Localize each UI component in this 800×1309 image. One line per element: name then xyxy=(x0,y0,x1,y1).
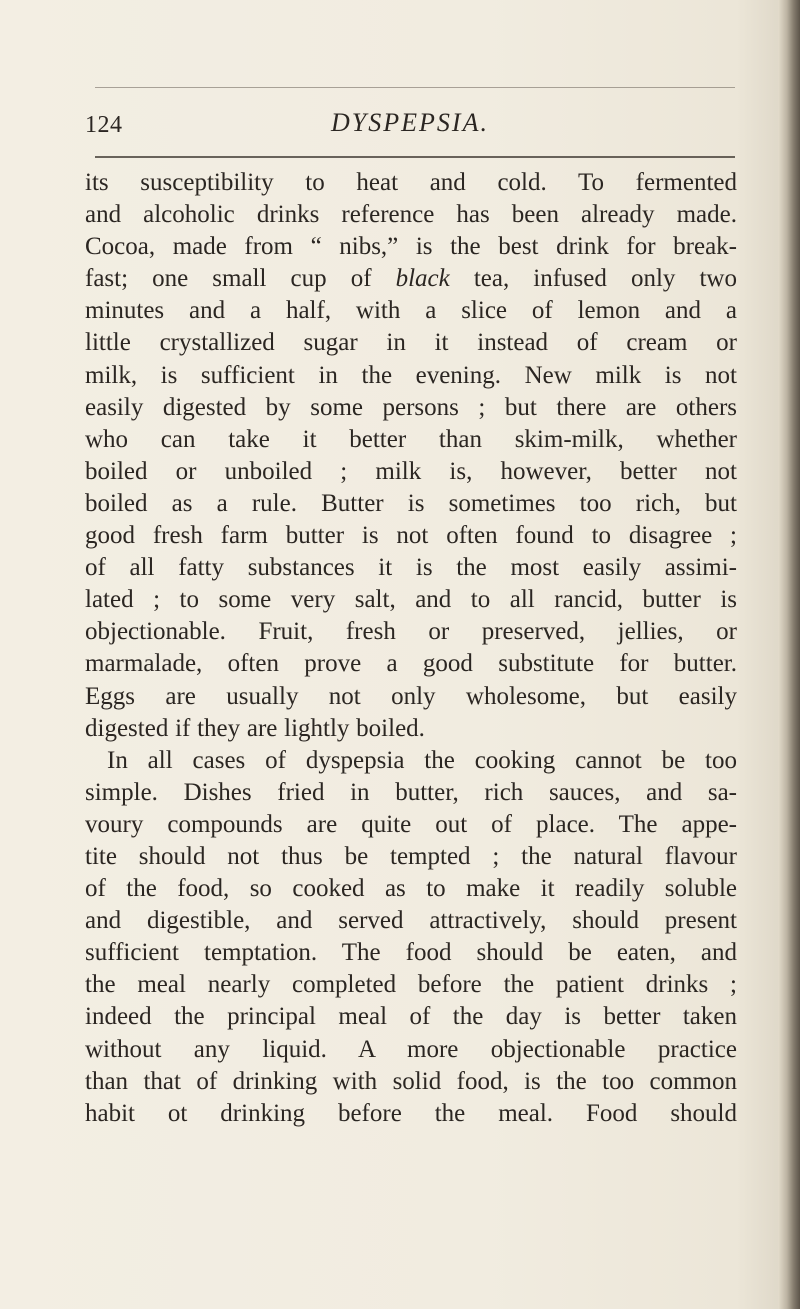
text-line xyxy=(85,263,737,295)
text-line: and digestible, and served attractively, should present xyxy=(85,907,737,935)
running-head: DYSPEPSIA. xyxy=(331,108,489,137)
text-line: habit ot drinking before the meal. Food should xyxy=(85,1099,737,1127)
text-line: of all fatty substances it is the most easily assimi- xyxy=(85,554,737,582)
text-line: Cocoa, made from “ nibs,” is the best drink for break- xyxy=(85,233,737,261)
page-header xyxy=(85,100,735,140)
text-line: its susceptibility to heat and cold. To fermented xyxy=(85,169,737,196)
text-line: little crystallized sugar in it instead of cream or xyxy=(85,329,737,357)
text-line: digested if they are lightly boiled. xyxy=(85,714,425,742)
text-line: of the food, so cooked as to make it readily soluble xyxy=(85,875,737,903)
text-line: tite should not thus be tempted ; the natural flavour xyxy=(85,842,737,870)
text-line: and alcoholic drinks reference has been already made. xyxy=(85,201,737,229)
italic-word: black xyxy=(395,265,450,293)
text-line: In all cases of dyspepsia the cooking cannot be too xyxy=(107,746,737,774)
text-line: easily digested by some persons ; but there are others xyxy=(85,393,737,421)
header-rule xyxy=(95,156,735,158)
text-line: boiled as a rule. Butter is sometimes too rich, but xyxy=(85,489,737,517)
text-line: without any liquid. A more objectionable practice xyxy=(85,1035,737,1063)
text-line: minutes and a half, with a slice of lemon and a xyxy=(85,297,737,325)
text-line: indeed the principal meal of the day is better taken xyxy=(85,1003,737,1031)
text-line: sufficient temptation. The food should be eaten, and xyxy=(85,939,737,967)
book-spine-shadow xyxy=(778,0,800,1309)
text-line: than that of drinking with solid food, is the too common xyxy=(85,1067,737,1095)
text-line: the meal nearly completed before the patient drinks ; xyxy=(85,971,737,999)
text-line: who can take it better than skim-milk, whether xyxy=(85,425,737,453)
text-line: simple. Dishes fried in butter, rich sauces, and sa- xyxy=(85,778,737,806)
text-line: lated ; to some very salt, and to all rancid, butter is xyxy=(85,586,737,614)
text-line: good fresh farm butter is not often found to disagree ; xyxy=(85,522,737,550)
text-line: voury compounds are quite out of place. The appe- xyxy=(85,810,737,838)
text-line: milk, is sufficient in the evening. New milk is not xyxy=(85,361,737,389)
text-line: Eggs are usually not only wholesome, but easily xyxy=(85,682,737,710)
page-number: 124 xyxy=(85,112,123,138)
top-rule xyxy=(95,87,735,88)
text-line: marmalade, often prove a good substitute for butter. xyxy=(85,650,737,678)
text-segment: tea, infused only two xyxy=(449,265,737,293)
body-text xyxy=(85,167,737,1130)
text-segment: fast; one small cup of xyxy=(85,265,396,293)
text-line: objectionable. Fruit, fresh or preserved, jellies, or xyxy=(85,618,737,646)
text-line: boiled or unboiled ; milk is, however, better not xyxy=(85,457,737,485)
